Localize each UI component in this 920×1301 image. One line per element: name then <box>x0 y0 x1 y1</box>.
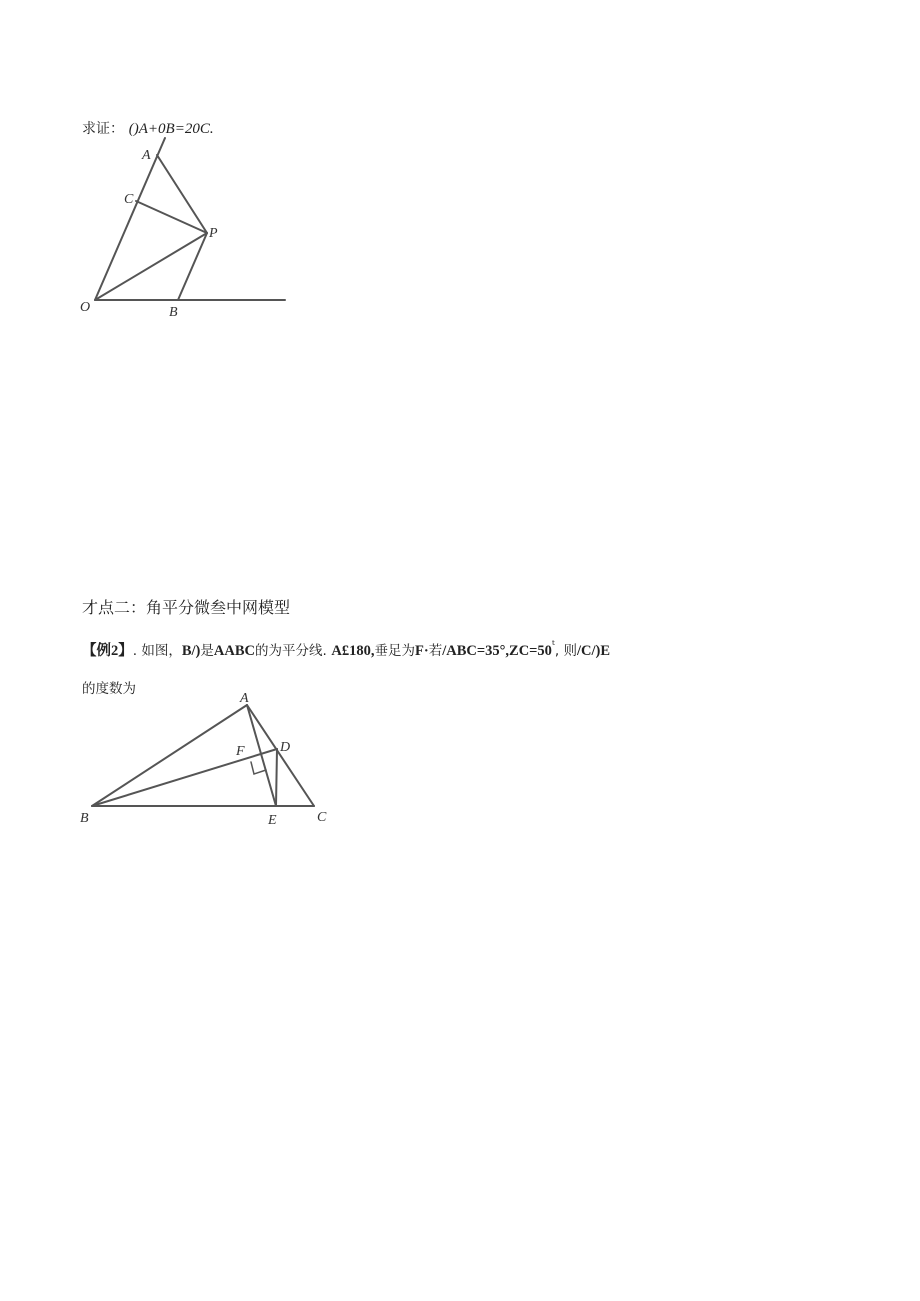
ray-oa <box>95 138 165 300</box>
segment-pb <box>178 233 207 300</box>
example-2-line-2: 的度数为 <box>82 681 136 697</box>
bisector-bd <box>92 749 277 806</box>
label-f: F <box>236 744 245 759</box>
example-text-13: /C/)E <box>577 642 611 659</box>
label-d: D <box>280 740 291 755</box>
example-text-5: 的为平分线. <box>254 642 327 659</box>
example-text-8: F· <box>414 642 429 659</box>
example-tag: 例2 <box>96 642 119 659</box>
label-e: E <box>268 813 277 828</box>
example-2-line-1 <box>82 638 610 660</box>
proof-label: 求证： <box>82 121 124 137</box>
example-text-6: A£180, <box>331 642 375 659</box>
section-title: 才点二：角平分微叁中网模型 <box>82 598 291 617</box>
figure-angle-opb <box>70 135 300 325</box>
label-a: A <box>142 148 151 163</box>
proof-math: ()A+0B=20C. <box>128 121 214 137</box>
segment-de <box>276 749 277 806</box>
bracket-open: 【 <box>82 642 97 659</box>
side-ba <box>92 705 247 806</box>
bracket-close: 】 <box>118 642 133 659</box>
label-b: B <box>169 305 178 320</box>
example-text-12: , 则 <box>554 642 577 659</box>
example-text-10: /ABC=35°,ZC=50 <box>442 642 552 659</box>
label-c: C <box>124 192 134 207</box>
figure-triangle-abc <box>70 688 340 833</box>
label-a: A <box>240 691 249 706</box>
example-text-9: 若 <box>428 642 443 659</box>
example-text-2: B/) <box>181 642 201 659</box>
label-o: O <box>80 300 91 315</box>
segment-ae <box>247 705 276 806</box>
segment-op <box>95 233 207 300</box>
example-text-1: . 如图， <box>132 642 182 659</box>
example-text-3: 是 <box>200 642 214 659</box>
example-text-7: 垂足为 <box>374 642 415 659</box>
example-text-4: AABC <box>213 642 255 659</box>
label-b: B <box>80 811 89 826</box>
example-text-11: ᵗ <box>551 638 555 652</box>
label-p: P <box>209 226 218 241</box>
label-c: C <box>317 810 327 825</box>
